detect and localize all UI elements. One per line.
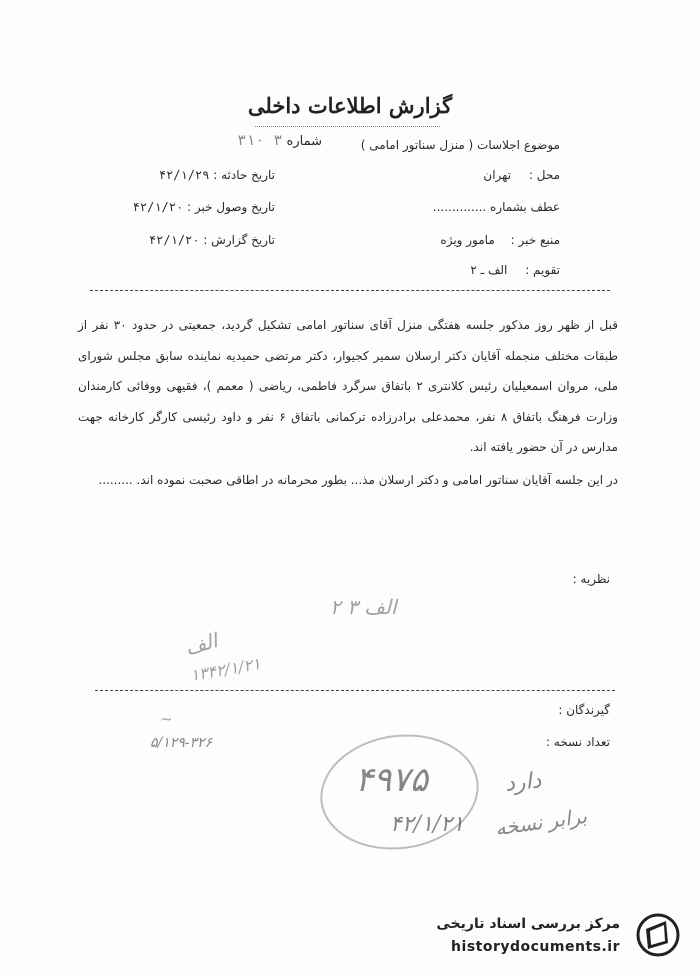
copies-label: تعداد نسخه :: [545, 735, 610, 749]
opinion-handwritten-note: الف ۳ ۲: [330, 595, 397, 619]
subject-value: اجلاسات ( منزل سناتور امامی ): [360, 138, 520, 152]
place-field: [483, 168, 560, 182]
footer-website-link[interactable]: historydocuments.ir: [451, 939, 620, 955]
side-handwritten-note-2: ۱۳۴۲/۱/۲۱: [188, 653, 263, 686]
event-date-field: [159, 168, 275, 182]
reference-field: [433, 200, 560, 214]
place-value: تهران: [483, 168, 512, 182]
source-field: [440, 233, 560, 247]
source-value: مامور ویژه: [440, 233, 495, 247]
number-label: شماره: [286, 134, 322, 149]
handwritten-signature-note: برابر نسخه: [493, 803, 589, 841]
receipt-date-field: [133, 200, 275, 214]
report-date-label: تاریخ گزارش :: [203, 233, 275, 247]
report-date-value: ۴۲/۱/۲۰: [148, 233, 200, 247]
title-underline: [255, 126, 440, 127]
footer-separator: [95, 690, 615, 691]
body-paragraph-1: قبل از ظهر روز مذکور جلسه هفتگی منزل آقای سناتور امامی تشکیل گردید، جمعیتی در حدود ۳۰ نفر از طبقات مختلف منجمله آقایان دکتر ارسلان سمیر کجیوار، دکتر مرتضی حمیدیه نماینده سابق مجلس شورای ملی، مروان اسمعیلیان رئیس کلانتری ۲ باتفاق سرگرد فاطمی، ریاضی ( معمم )، فقیهی ووفائی کارمندان وزارت فرهنگ باتفاق ۸ نفر، محمدعلی برادرزاده ترکمانی باتفاق ۶ نفر و داود رئیسی کارگر کارخانه جهت مدارس در آن حضور یافته اند.: [78, 318, 618, 454]
footer-org-name: مرکز بررسی اسناد تاریخی: [436, 916, 620, 932]
stamp-date: ۴۲/۱/۲۱: [390, 812, 464, 837]
rating-value: الف ـ ۲: [470, 263, 508, 277]
subject-label: موضوع: [523, 138, 560, 152]
archive-note: ~: [160, 710, 173, 728]
archive-logo-icon: [636, 913, 680, 957]
number-value: ۳ ۳۱۰: [237, 131, 283, 149]
event-date-label: تاریخ حادثه :: [213, 168, 275, 182]
rating-field: [470, 263, 560, 277]
receipt-date-value: ۴۲/۱/۲۰: [132, 200, 184, 214]
side-handwritten-note-1: الف: [182, 628, 220, 660]
subject-field: [361, 138, 560, 152]
place-label: محل :: [528, 168, 560, 182]
document-title: گزارش اطلاعات داخلی: [247, 93, 453, 118]
archive-number: ۵/۱۲۹-۳۲۶: [150, 735, 213, 751]
body-paragraph-2: در این جلسه آقایان سناتور امامی و دکتر ارسلان مذ... بطور محرمانه در اطاقی صحبت نموده اند. .........: [98, 472, 618, 487]
number-field: [237, 131, 322, 149]
report-date-field: [149, 233, 275, 247]
event-date-value: ۴۲/۱/۲۹: [158, 168, 210, 182]
reference-label: عطف بشماره: [490, 200, 560, 214]
report-body: [78, 310, 618, 495]
reference-value: ..............: [432, 200, 487, 214]
rating-label: تقویم :: [525, 263, 560, 277]
opinion-label: نظریه :: [572, 572, 610, 586]
header-separator: [90, 290, 610, 291]
source-label: منبع خبر :: [510, 233, 560, 247]
handwritten-right-note: دارد: [503, 768, 543, 797]
receipt-date-label: تاریخ وصول خبر :: [187, 200, 275, 214]
stamp-number: ۴۹۷۵: [355, 760, 429, 800]
recipients-label: گیرندگان :: [558, 703, 610, 717]
